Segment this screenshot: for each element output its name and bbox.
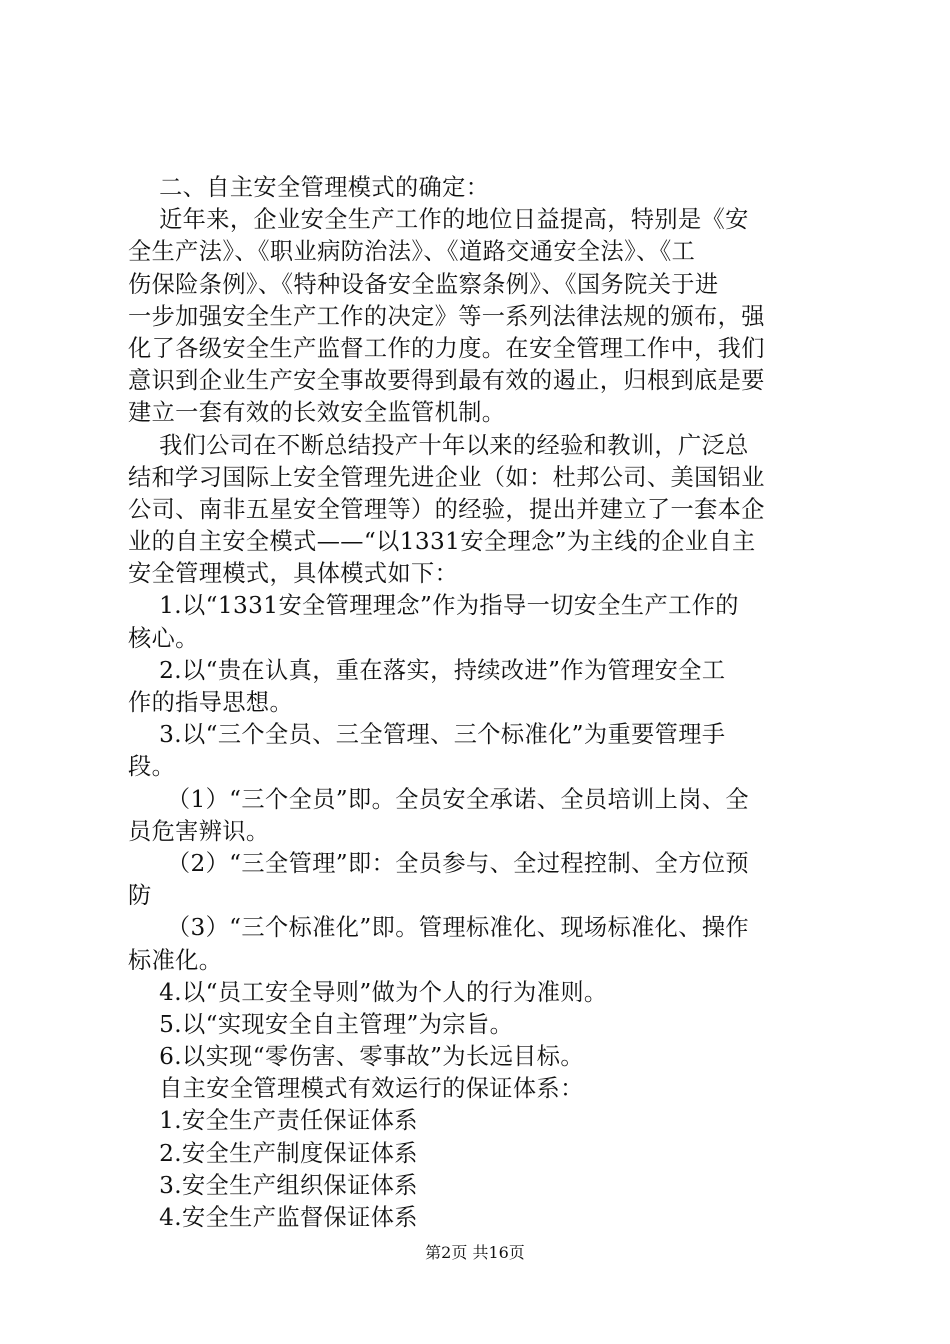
text-line: 近年来，企业安全生产工作的地位日益提高，特别是《安: [128, 206, 749, 234]
text-line: 二、自主安全管理模式的确定：: [128, 174, 490, 201]
text-line: 段。: [128, 753, 176, 781]
text-line: 我们公司在不断总结投产十年以来的经验和教训，广泛总: [128, 431, 749, 459]
text-line: 4.以“员工安全导则”做为个人的行为准则。: [128, 978, 608, 1006]
text-line: 安全管理模式，具体模式如下：: [128, 560, 459, 588]
text-line: 6.以实现“零伤害、零事故”为长远目标。: [128, 1043, 584, 1071]
text-line: 标准化。: [128, 946, 223, 974]
text-line: 2.以“贵在认真，重在落实，持续改进”作为管理安全工: [128, 656, 726, 684]
text-line: 核心。: [128, 624, 199, 652]
text-line: 防: [128, 882, 152, 910]
text-line: 3.安全生产组织保证体系: [128, 1171, 418, 1199]
text-line: 员危害辨识。: [128, 817, 270, 845]
text-line: 作的指导思想。: [128, 689, 294, 716]
text-line: 1.安全生产责任保证体系: [128, 1107, 418, 1135]
page-footer: 第2页 共16页: [425, 1243, 525, 1262]
text-line: 公司、南非五星安全管理等）的经验，提出并建立了一套本企: [128, 495, 765, 523]
text-line: 建立一套有效的长效安全监管机制。: [128, 399, 506, 427]
text-line: 全生产法》、《职业病防治法》、《道路交通安全法》、《工: [128, 238, 696, 266]
text-line: 意识到企业生产安全事故要得到最有效的遏止，归根到底是要: [128, 367, 765, 395]
text-line: 伤保险条例》、《特种设备安全监察条例》、《国务院关于进: [128, 270, 719, 298]
text-line: 3.以“三个全员、三全管理、三个标准化”为重要管理手: [128, 721, 726, 749]
text-line: （1）“三个全员”即。全员安全承诺、全员培训上岗、全: [128, 785, 750, 813]
text-line: （2）“三全管理”即：全员参与、全过程控制、全方位预: [128, 849, 750, 877]
text-line: 化了各级安全生产监督工作的力度。在安全管理工作中，我们: [128, 334, 765, 362]
text-line: （3）“三个标准化”即。管理标准化、现场标准化、操作: [128, 914, 750, 942]
document-body: [128, 172, 834, 1234]
text-line: 自主安全管理模式有效运行的保证体系：: [128, 1075, 584, 1103]
text-line: 结和学习国际上安全管理先进企业（如：杜邦公司、美国铝业: [128, 463, 765, 491]
text-line: 业的自主安全模式——“以1331安全理念”为主线的企业自主: [128, 528, 756, 556]
text-line: 5.以“实现安全自主管理”为宗旨。: [128, 1010, 514, 1038]
text-line: 一步加强安全生产工作的决定》等一系列法律法规的颁布，强: [128, 302, 765, 330]
text-line: 4.安全生产监督保证体系: [128, 1204, 418, 1231]
text-line: 1.以“1331安全管理理念”作为指导一切安全生产工作的: [128, 592, 739, 620]
text-line: 2.安全生产制度保证体系: [128, 1139, 418, 1167]
